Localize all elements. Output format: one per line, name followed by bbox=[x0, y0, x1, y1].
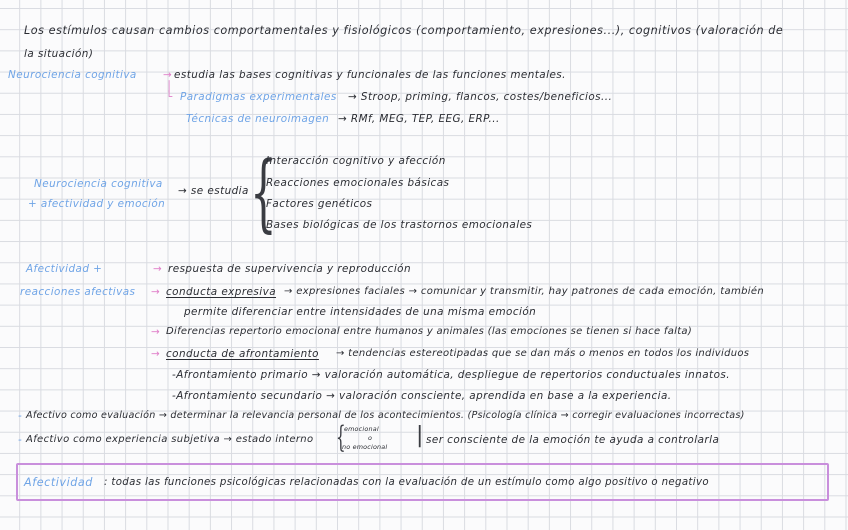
neuro-cog-label: Neurociencia cognitiva bbox=[8, 69, 137, 81]
conducta-expresiva-text: → expresiones faciales → comunicar y transmitir, hay patrones de cada emoción, también bbox=[284, 286, 765, 297]
afrontamiento-primario: -Afrontamiento primario → valoración automática, despliegue de repertorios conductuales innatos. bbox=[172, 369, 730, 381]
conducta-afrontamiento-label: conducta de afrontamiento bbox=[166, 348, 319, 360]
neuro-afect-verb: → se estudia bbox=[178, 185, 249, 197]
closing-bar-icon: | bbox=[416, 423, 424, 448]
neuro-cog-arrow-icon: → bbox=[163, 69, 173, 81]
conducta-expresiva-label: conducta expresiva bbox=[166, 286, 277, 298]
afect-label-1: Afectividad + bbox=[26, 263, 103, 275]
neuro-afect-item-2: Reacciones emocionales básicas bbox=[266, 177, 450, 189]
paradigmas-label: Paradigmas experimentales bbox=[180, 91, 337, 103]
neuro-afect-label-1: Neurociencia cognitiva bbox=[34, 178, 163, 190]
definition-term: Afectividad bbox=[24, 476, 93, 489]
tecnicas-text: → RMf, MEG, TEP, EEG, ERP... bbox=[338, 113, 500, 125]
afect-label-2: reacciones afectivas bbox=[20, 286, 136, 298]
neuro-afect-label-2: + afectividad y emoción bbox=[28, 198, 166, 210]
paradigmas-text: → Stroop, priming, flancos, costes/beneficios... bbox=[348, 91, 613, 103]
afect-arrow-icon-1: → bbox=[153, 263, 163, 275]
brace-bottom: no emocional bbox=[342, 443, 388, 451]
afect-item-3: Diferencias repertorio emocional entre humanos y animales (las emociones se tienen si hace falta) bbox=[166, 326, 693, 337]
definition-text: : todas las funciones psicológicas relacionadas con la evaluación de un estímulo como algo positivo o negativo bbox=[104, 477, 709, 488]
conducta-afrontamiento-text: → tendencias estereotipadas que se dan más o menos en todos los individuos bbox=[336, 348, 750, 359]
afrontamiento-secundario: -Afrontamiento secundario → valoración consciente, aprendida en base a la experiencia. bbox=[172, 390, 672, 402]
intro-line-2: la situación) bbox=[24, 48, 94, 60]
curly-brace-icon: { bbox=[250, 143, 277, 241]
branch-connector-icon: │ └ bbox=[166, 81, 173, 103]
afect-arrow-icon-4: → bbox=[151, 348, 161, 360]
neuro-afect-item-4: Bases biológicas de los trastornos emocionales bbox=[266, 219, 533, 231]
afect-item-1: respuesta de supervivencia y reproducción bbox=[168, 263, 412, 275]
brace-mid: o bbox=[368, 434, 373, 442]
afect-arrow-icon-2: → bbox=[151, 286, 161, 298]
intro-line-1: Los estímulos causan cambios comportamentales y fisiológicos (comportamiento, expresiones...), cognitivos (valoración de bbox=[24, 24, 784, 37]
tecnicas-label: Técnicas de neuroimagen bbox=[186, 113, 330, 125]
experiencia-dash: - bbox=[18, 434, 23, 446]
conducta-expresiva-cont: permite diferenciar entre intensidades de una misma emoción bbox=[184, 306, 537, 318]
small-brace-icon: { bbox=[336, 420, 346, 455]
neuro-cog-text: estudia las bases cognitivas y funcionales de las funciones mentales. bbox=[174, 69, 566, 81]
neuro-afect-item-3: Factores genéticos bbox=[266, 198, 373, 210]
experiencia-after: ser consciente de la emoción te ayuda a controlarla bbox=[426, 434, 720, 446]
brace-top: emocional bbox=[344, 425, 379, 433]
afect-arrow-icon-3: → bbox=[151, 326, 161, 338]
evaluacion-dash: - bbox=[18, 410, 23, 422]
evaluacion-text: Afectivo como evaluación → determinar la relevancia personal de los acontecimientos. (Psicología clínica → corregir evaluaciones incorrectas) bbox=[26, 410, 745, 421]
neuro-afect-item-1: Interacción cognitivo y afección bbox=[266, 155, 446, 167]
experiencia-text: Afectivo como experiencia subjetiva → estado interno bbox=[26, 434, 314, 445]
